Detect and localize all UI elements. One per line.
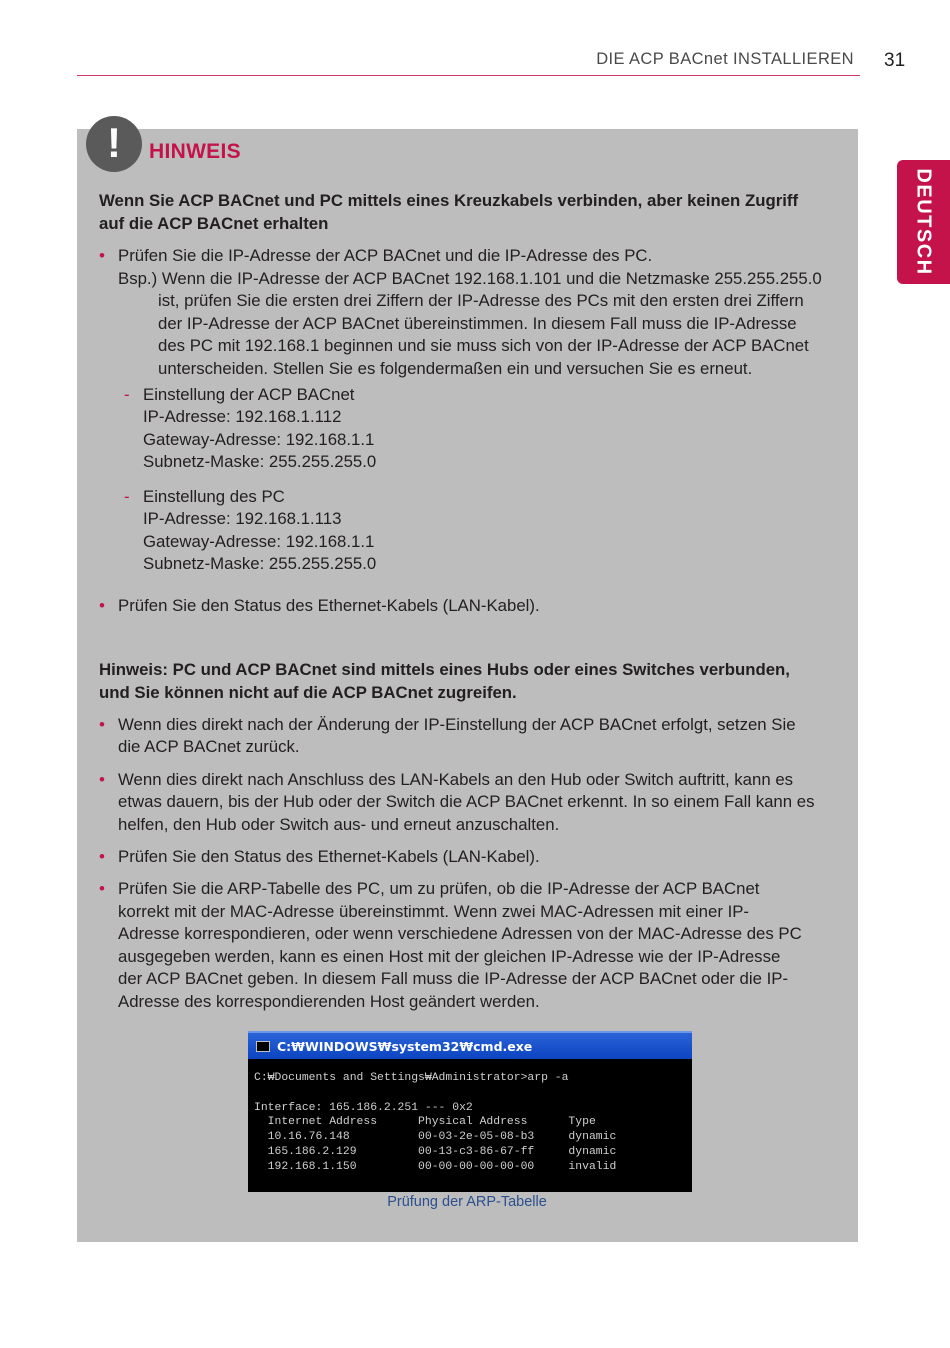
setting-line: Gateway-Adresse: 192.168.1.1 — [143, 430, 375, 449]
paragraph-line: korrekt mit der MAC-Adresse übereinstimmt. Wenn zwei MAC-Adressen mit einer IP- — [118, 902, 750, 921]
bullet-marker: • — [99, 879, 105, 898]
bullet-marker: • — [99, 770, 105, 789]
paragraph-line: Wenn dies direkt nach der Änderung der IP-Einstellung der ACP BACnet erfolgt, setzen Sie — [118, 715, 796, 734]
paragraph-line: die ACP BACnet zurück. — [118, 737, 300, 756]
paragraph-line: Wenn dies direkt nach Anschluss des LAN-Kabels an den Hub oder Switch auftritt, kann es — [118, 770, 794, 789]
setting-line: IP-Adresse: 192.168.1.112 — [143, 407, 342, 426]
bullet-marker: • — [99, 715, 105, 734]
setting-line: Subnetz-Maske: 255.255.255.0 — [143, 554, 377, 573]
paragraph-line: Adresse des korrespondierenden Host geändert werden. — [118, 992, 540, 1011]
figure-caption: Prüfung der ARP-Tabelle — [387, 1194, 547, 1210]
paragraph-line: Adresse korrespondieren, oder wenn verschiedene Adressen von der MAC-Adresse des PC — [118, 924, 802, 943]
setting-line: Subnetz-Maske: 255.255.255.0 — [143, 452, 377, 471]
section1-heading-line: auf die ACP BACnet erhalten — [99, 214, 329, 233]
paragraph-line: Bsp.) Wenn die IP-Adresse der ACP BACnet 192.168.1.101 und die Netzmaske 255.255.255.0 — [118, 269, 822, 288]
paragraph-line: unterscheiden. Stellen Sie es folgendermaßen ein und versuchen Sie es erneut. — [158, 359, 753, 378]
dash-marker: - — [124, 487, 130, 506]
paragraph-line: ist, prüfen Sie die ersten drei Ziffern der IP-Adresse des PCs mit den ersten drei Ziffern — [158, 291, 804, 310]
header-divider — [77, 75, 860, 76]
language-tab-label: DEUTSCH — [912, 168, 935, 276]
console-line: Interface: 165.186.2.251 --- 0x2 — [254, 1101, 473, 1114]
setting-line: Gateway-Adresse: 192.168.1.1 — [143, 532, 375, 551]
console-line: 192.168.1.150 00-00-00-00-00-00 invalid — [254, 1160, 617, 1173]
paragraph-line: der IP-Adresse der ACP BACnet übereinstimmen. In diesem Fall muss die IP-Adresse — [158, 314, 797, 333]
setting-line: Einstellung des PC — [143, 487, 285, 506]
language-tab — [897, 160, 950, 284]
console-line: Internet Address Physical Address Type — [254, 1116, 596, 1129]
console-line: 10.16.76.148 00-03-2e-05-08-b3 dynamic — [254, 1131, 617, 1144]
paragraph-line: Prüfen Sie den Status des Ethernet-Kabels (LAN-Kabel). — [118, 596, 540, 615]
page-number: 31 — [884, 50, 906, 71]
setting-line: Einstellung der ACP BACnet — [143, 385, 355, 404]
section2-heading-line: Hinweis: PC und ACP BACnet sind mittels eines Hubs oder eines Switches verbunden, — [99, 660, 790, 679]
paragraph-line: helfen, den Hub oder Switch aus- und erneut anzuschalten. — [118, 815, 560, 834]
paragraph-line: der ACP BACnet geben. In diesem Fall muss die IP-Adresse der ACP BACnet oder die IP- — [118, 969, 789, 988]
console-output — [254, 1071, 616, 1175]
paragraph-line: ausgegeben werden, kann es einen Host mit der gleichen IP-Adresse wie der IP-Adresse — [118, 947, 781, 966]
cmd-window-title: C:₩WINDOWS₩system32₩cmd.exe — [277, 1039, 533, 1054]
bullet-marker: • — [99, 596, 105, 615]
cmd-window-screenshot — [248, 1031, 692, 1192]
section2-heading-line: und Sie können nicht auf die ACP BACnet zugreifen. — [99, 683, 517, 702]
paragraph-line: des PC mit 192.168.1 beginnen und sie muss sich von der IP-Adresse der ACP BACnet — [158, 336, 809, 355]
console-icon — [256, 1041, 270, 1052]
running-header: DIE ACP BACnet INSTALLIEREN — [596, 50, 854, 68]
exclamation-icon: ! — [86, 116, 142, 172]
cmd-title-bar — [248, 1031, 692, 1059]
paragraph-line: Prüfen Sie den Status des Ethernet-Kabels (LAN-Kabel). — [118, 847, 540, 866]
bullet-marker: • — [99, 847, 105, 866]
paragraph-line: etwas dauern, bis der Hub oder der Switch die ACP BACnet erkennt. In so einem Fall kann es — [118, 792, 815, 811]
paragraph-line: Prüfen Sie die IP-Adresse der ACP BACnet und die IP-Adresse des PC. — [118, 246, 653, 265]
console-line: C:₩Documents and Settings₩Administrator>arp -a — [254, 1072, 569, 1084]
console-line: 165.186.2.129 00-13-c3-86-67-ff dynamic — [254, 1145, 617, 1158]
section1-heading-line: Wenn Sie ACP BACnet und PC mittels eines Kreuzkabels verbinden, aber keinen Zugriff — [99, 191, 799, 210]
note-title: HINWEIS — [149, 140, 241, 163]
setting-line: IP-Adresse: 192.168.1.113 — [143, 509, 342, 528]
dash-marker: - — [124, 385, 130, 404]
bullet-marker: • — [99, 246, 105, 265]
paragraph-line: Prüfen Sie die ARP-Tabelle des PC, um zu prüfen, ob die IP-Adresse der ACP BACnet — [118, 879, 760, 898]
